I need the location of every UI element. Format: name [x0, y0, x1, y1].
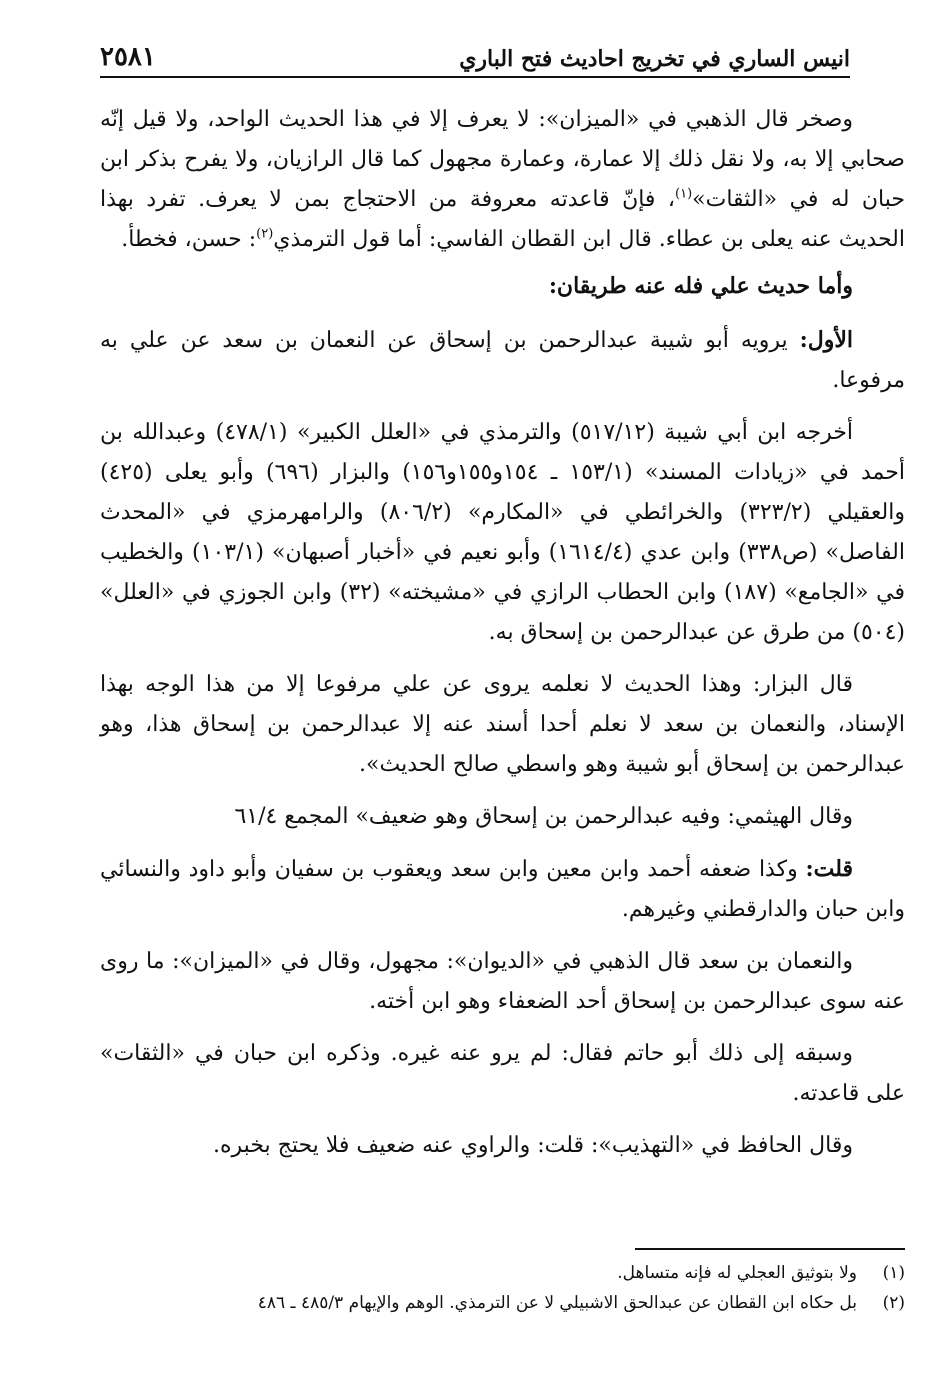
paragraph-lead: قلت:: [805, 856, 853, 882]
paragraph-text: ، فإنّ قاعدته معروفة من الاحتجاج بمن لا يعرف. تفرد بهذا الحديث عنه يعلى بن عطاء. قال ابن القطان الفاسي: أما قول الترمذي: [100, 187, 905, 252]
footnote-ref-1: (١): [675, 186, 693, 202]
main-text: [100, 100, 905, 1178]
footnote-number: (٢): [882, 1293, 905, 1313]
footnote: [100, 1288, 905, 1318]
paragraph-text: وصخر قال الذهبي في «الميزان»: لا يعرف إلا في هذا الحديث الواحد، ولا قيل إنّه صحابي إلا به، ولا نقل ذلك إلا عمارة، وعمارة مجهول كما قال الرازيان، ولا يفرح بذكر ابن حبان له في «الثقات»: [100, 107, 905, 212]
paragraph-text: : حسن، فخطأ.: [121, 227, 257, 252]
paragraph-qultu: [100, 849, 905, 930]
paragraph-lead: الأول:: [799, 327, 853, 353]
page-header: [100, 40, 850, 78]
paragraph-takhrij: أخرجه ابن أبي شيبة (٥١٧/١٢) والترمذي في «العلل الكبير» (٤٧٨/١) وعبدالله بن أحمد في «زيادات المسند» (١٥٣/١ ـ ١٥٤و١٥٥و١٥٦) والبزار (٦٩٦) وأبو يعلى (٤٢٥) والعقيلي (٣٢٣/٢) والخرائطي في «المكارم» (٨٠٦/٢) والرامهرمزي في «المحدث الفاصل» (ص٣٣٨) وابن عدي (١٦١٤/٤) وأبو نعيم في «أخبار أصبهان» (١٠٣/١) والخطيب في «الجامع» (١٨٧) وابن الحطاب الرازي في «مشيخته» (٣٢) وابن الجوزي في «العلل» (٥٠٤) من طرق عن عبدالرحمن بن إسحاق به.: [100, 420, 905, 645]
paragraph-abu-hatim: وسبقه إلى ذلك أبو حاتم فقال: لم يرو عنه غيره. وذكره ابن حبان في «الثقات» على قاعدته.: [100, 1041, 905, 1106]
paragraph-first-route: [100, 320, 905, 401]
page-number: ٢٥٨١: [100, 42, 156, 72]
running-title: انيس الساري في تخريج احاديث فتح الباري: [459, 46, 850, 72]
paragraph-hafiz: وقال الحافظ في «التهذيب»: قلت: والراوي عنه ضعيف فلا يحتج بخبره.: [213, 1133, 853, 1158]
paragraph-text: يرويه أبو شيبة عبدالرحمن بن إسحاق عن النعمان بن سعد عن علي به مرفوعا.: [100, 328, 905, 393]
paragraph-text: وكذا ضعفه أحمد وابن معين وابن سعد ويعقوب بن سفيان وأبو داود والنسائي وابن حبان والدارقطني وغيرهم.: [100, 857, 905, 922]
footnote-text: ولا بتوثيق العجلي له فإنه متساهل.: [617, 1263, 857, 1283]
footnotes: [100, 1258, 905, 1318]
paragraph-sakhr: [100, 100, 905, 260]
paragraph-haythami: وقال الهيثمي: وفيه عبدالرحمن بن إسحاق وهو ضعيف» المجمع ٦١/٤: [234, 804, 853, 829]
footnote-divider: [635, 1248, 905, 1250]
paragraph-bazzar: قال البزار: وهذا الحديث لا نعلمه يروى عن علي مرفوعا إلا من هذا الوجه بهذا الإسناد، والنعمان بن سعد لا نعلم أحدا أسند عنه إلا عبدالرحمن بن إسحاق هذا، وهو عبدالرحمن بن إسحاق أبو شيبة وهو واسطي صالح الحديث».: [100, 672, 905, 777]
footnote: [100, 1258, 905, 1288]
section-heading: وأما حديث علي فله عنه طريقان:: [548, 273, 853, 299]
footnote-text: بل حكاه ابن القطان عن عبدالحق الاشبيلي لا عن الترمذي. الوهم والإيهام ٤٨٥/٣ ـ ٤٨٦: [257, 1293, 857, 1313]
footnote-ref-2: (٢): [256, 226, 274, 242]
paragraph-numan: والنعمان بن سعد قال الذهبي في «الديوان»: مجهول، وقال في «الميزان»: ما روى عنه سوى عبدالرحمن بن إسحاق أحد الضعفاء وهو ابن أخته.: [100, 949, 905, 1014]
footnote-number: (١): [882, 1263, 905, 1283]
